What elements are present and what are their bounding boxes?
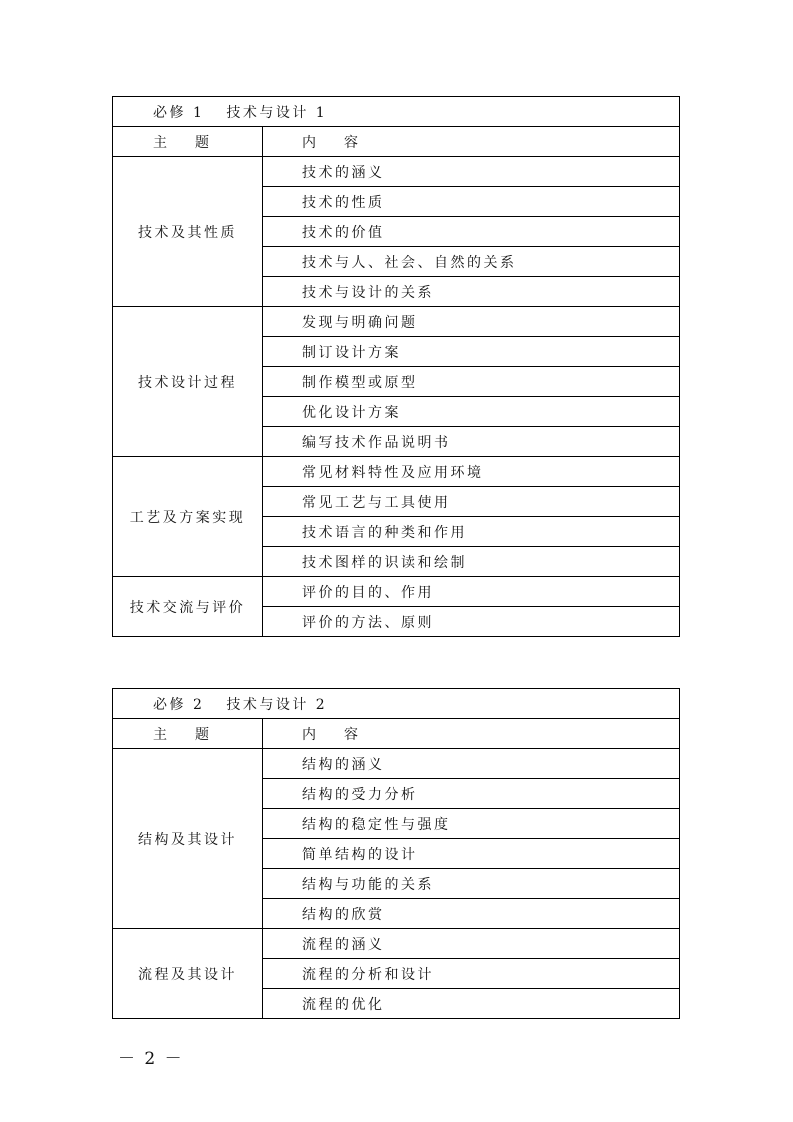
topic-cell: 流程及其设计: [113, 929, 263, 1019]
content-cell: 优化设计方案: [263, 397, 680, 427]
table-row: [113, 157, 680, 187]
topic-cell: 技术交流与评价: [113, 577, 263, 637]
table-row: [113, 749, 680, 779]
content-cell: 技术的涵义: [263, 157, 680, 187]
table-header-row: [113, 719, 680, 749]
content-cell: 技术语言的种类和作用: [263, 517, 680, 547]
content-cell: 常见材料特性及应用环境: [263, 457, 680, 487]
course-code: 必修 2: [153, 696, 205, 713]
content-cell: 常见工艺与工具使用: [263, 487, 680, 517]
content-cell: 结构与功能的关系: [263, 869, 680, 899]
topic-cell: 工艺及方案实现: [113, 457, 263, 577]
topic-cell: 技术及其性质: [113, 157, 263, 307]
content-cell: 技术图样的识读和绘制: [263, 547, 680, 577]
content-cell: 技术的性质: [263, 187, 680, 217]
content-cell: 结构的涵义: [263, 749, 680, 779]
header-topic-label: 主题: [153, 134, 237, 151]
content-cell: 技术与设计的关系: [263, 277, 680, 307]
table-title-row: [113, 689, 680, 719]
content-cell: 简单结构的设计: [263, 839, 680, 869]
topic-cell: 技术设计过程: [113, 307, 263, 457]
course-code: 必修 1: [153, 104, 205, 121]
table-header-row: [113, 127, 680, 157]
page-number: － 2 －: [118, 1049, 184, 1069]
content-cell: 结构的受力分析: [263, 779, 680, 809]
header-topic: [113, 719, 263, 749]
content-cell: 流程的分析和设计: [263, 959, 680, 989]
content-cell: 技术的价值: [263, 217, 680, 247]
table-title: [113, 689, 680, 719]
course-table-2-body: [113, 689, 680, 1019]
course-table-1: [112, 96, 680, 637]
header-content: [263, 127, 680, 157]
table-row: [113, 307, 680, 337]
topic-cell: 结构及其设计: [113, 749, 263, 929]
table-row: [113, 457, 680, 487]
content-cell: 编写技术作品说明书: [263, 427, 680, 457]
course-table-2: [112, 688, 680, 1019]
content-cell: 结构的稳定性与强度: [263, 809, 680, 839]
table-row: [113, 577, 680, 607]
header-content: [263, 719, 680, 749]
header-topic: [113, 127, 263, 157]
table-title-row: [113, 97, 680, 127]
content-cell: 评价的目的、作用: [263, 577, 680, 607]
course-table-1-body: [113, 97, 680, 637]
table-row: [113, 929, 680, 959]
header-content-label: 内容: [302, 726, 386, 743]
table-title: [113, 97, 680, 127]
content-cell: 评价的方法、原则: [263, 607, 680, 637]
content-cell: 流程的涵义: [263, 929, 680, 959]
content-cell: 流程的优化: [263, 989, 680, 1019]
header-topic-label: 主题: [153, 726, 237, 743]
course-name: 技术与设计 1: [226, 104, 328, 121]
content-cell: 结构的欣赏: [263, 899, 680, 929]
content-cell: 制订设计方案: [263, 337, 680, 367]
header-content-label: 内容: [302, 134, 386, 151]
content-cell: 发现与明确问题: [263, 307, 680, 337]
content-cell: 技术与人、社会、自然的关系: [263, 247, 680, 277]
content-cell: 制作模型或原型: [263, 367, 680, 397]
course-name: 技术与设计 2: [226, 696, 328, 713]
